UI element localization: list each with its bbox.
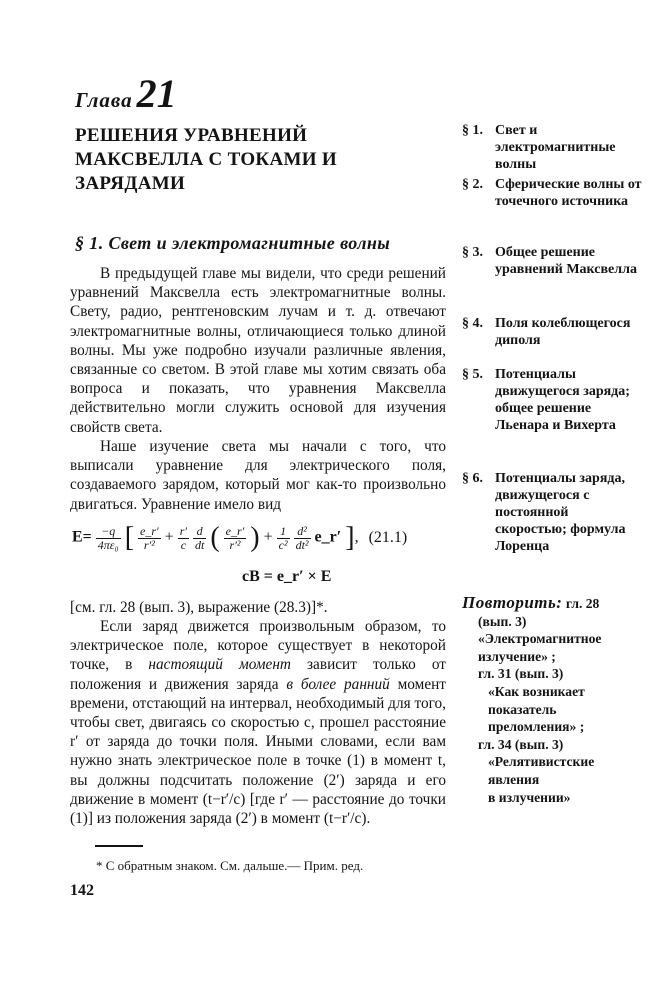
paragraph-4-text: Если заряд движется произвольным образом, то электрическое поле, которое существует в некоторой точке, в настоящий момент зависит только от положения и движения заряда в более ранний момент времени, отстающий на интервал, необходимый для того, чтобы свет, двигаясь со скоростью c, прошел расстояние r′ от заряда до точки поля. Иными словами, если вам нужно знать электрическое поле в точке (1) в момент t, вы должны подсчитать положение (2′) заряда и его движение в момент (t−r′/c) [где r′ — расстояние до точки (1)] из положения заряда (2′) в момент (t−r′/c). — [70, 618, 446, 828]
paragraph-1 — [70, 264, 446, 437]
toc-item: § 6. Потенциалы заряда, движущегося с постоянной скоростью; формула Лоренца — [462, 471, 626, 554]
paragraph-4 — [70, 617, 446, 828]
footnote-divider — [95, 845, 143, 847]
equation-coefficient: $\frac{-q}{\text{4πε₀}}$ — [97, 523, 119, 552]
toc-item: § 4. Поля колеблющегося диполя — [462, 316, 631, 348]
equation-second-derivative: $\frac{\text{d²}}{\text{dt²}}$ — [295, 523, 309, 552]
equation-label: (21.1) — [368, 528, 408, 546]
repeat-label: Повторить: — [462, 593, 563, 612]
page-number: 142 — [70, 882, 94, 899]
chapter-heading — [75, 70, 177, 117]
chapter-number: 21 — [136, 71, 177, 116]
chapter-title: РЕШЕНИЯ УРАВНЕНИЙ МАКСВЕЛЛА С ТОКАМИ И ЗАРЯДАМИ — [75, 125, 337, 194]
paragraph-2-text: Наше изучение света мы начали с того, что выписали уравнение для электрического поля, создаваемого зарядом, который мог как-то произвольно двигаться. Уравнение имело вид — [70, 438, 446, 513]
equation-line-2: cB = e_r′ × E — [242, 568, 332, 585]
paragraph-3-text: [см. гл. 28 (вып. 3), выражение (28.3)]*. — [70, 599, 328, 616]
footnote: * С обратным знаком. См. дальше.— Прим. ред. — [96, 858, 364, 873]
equation-derivative: $\frac{d}{dt}$ — [195, 523, 205, 552]
section-heading: § 1. Свет и электромагнитные волны — [75, 233, 391, 253]
toc-item: § 5. Потенциалы движущегося заряда; общее решение Льенара и Вихерта — [462, 367, 630, 433]
equation-tail: e_r′ — [314, 528, 342, 546]
emphasis-earlier-moment: в более ранний — [286, 675, 390, 693]
equation-term-1: $\frac{e\_r'}{\text{r′²}}$ — [140, 523, 159, 552]
toc-item: § 2. Сферические волны от точечного источника — [462, 177, 642, 209]
emphasis-present-moment: настоящий момент — [148, 656, 291, 674]
equation-term-3: $\frac{e\_r'}{\text{r′²}}$ — [225, 523, 245, 552]
toc-item: § 3. Общее решение уравнений Максвелла — [462, 245, 637, 277]
paragraph-2 — [70, 437, 446, 514]
equation-21-1 — [72, 520, 452, 590]
equation-lhs: E= — [72, 528, 92, 546]
paragraph-3 — [70, 598, 446, 617]
repeat-references: Повторить: гл. 28 (вып. 3) «Электромагнитное излучение» ; гл. 31 (вып. 3) «Как возникает показатель преломления» ; гл. 34 (вып. 3) «Релятивистские явления в излучении» — [462, 593, 602, 805]
equation-term-4: $\frac{1}{\text{c²}}$ — [278, 523, 288, 552]
paragraph-1-text: В предыдущей главе мы видели, что среди решений уравнений Максвелла есть электромагнитные волны. Свету, радио, рентгеновским лучам и т. д. отвечают электромагнитные волны, отличающиеся только длиной волны. Мы уже подробно изучали различные явления, связанные со светом. В этой главе мы хотим связать оба вопроса и показать, что уравнения Максвелла действительно могли служить основой для изучения свойств света. — [70, 265, 446, 436]
toc-item: § 1. Свет и электромагнитные волны — [462, 123, 616, 172]
equation-line-1: E= $\frac{-q}{\text{4πε₀}}$ [ $\frac{e\_r'}{\text{r′²}}$ + $\frac{r'}{c}$ $\frac{d}{dt}$ ( $\frac{e\_r'}{\text{r′²}}$ ) + $\frac{1}{\text{c²}}$ $\frac{\text{d²}}{\text{dt²}}$ e_r′ ], (21.1) — [72, 522, 408, 553]
chapter-word: Глава — [75, 88, 133, 112]
equation-term-2: $\frac{r'}{c}$ — [179, 523, 187, 552]
